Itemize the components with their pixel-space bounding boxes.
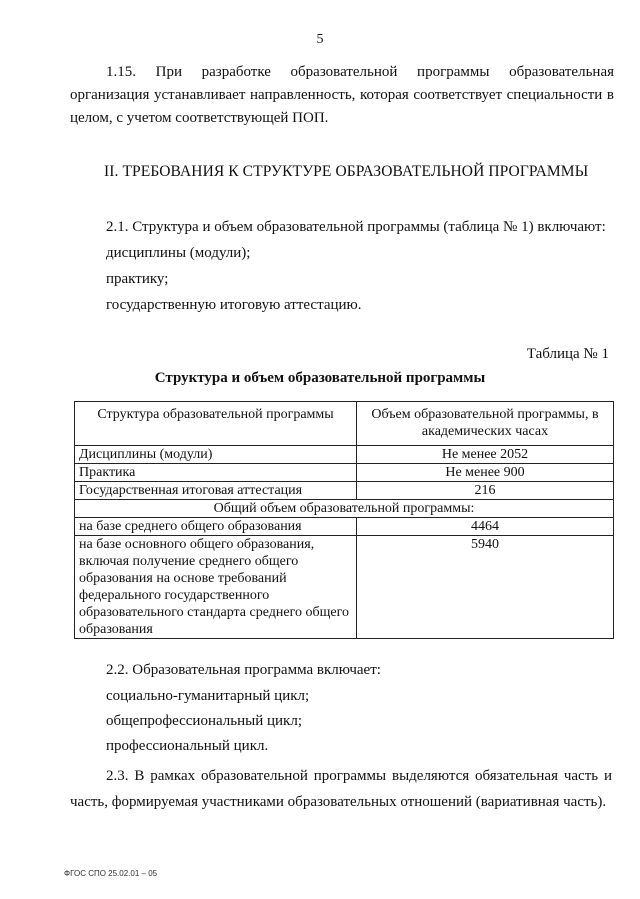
paragraph-1-15-text: 1.15. При разработке образовательной программы образовательная организация устанавливает направленность, которая соответствует специальности в целом, с учетом соответствующей ПОП. <box>70 64 614 126</box>
paragraph-2-3-text: 2.3. В рамках образовательной программы выделяются обязательная часть и часть, формируемая участниками образовательных отношений (вариативная часть). <box>70 768 612 810</box>
page-number: 5 <box>316 32 324 47</box>
table-title: Структура и объем образовательной программы <box>154 370 486 386</box>
table-row <box>75 464 614 482</box>
table-cell: на базе основного общего образования, включая получение среднего общего образования на основе требований федерального государственного образовательного стандарта среднего общего образования <box>75 536 357 639</box>
table-header-row <box>75 402 614 446</box>
table-cell: Дисциплины (модули) <box>75 446 357 464</box>
table-cell: Не менее 900 <box>357 464 614 482</box>
list-item: практику; <box>106 271 169 287</box>
list-item: дисциплины (модули); <box>106 245 251 261</box>
paragraph-2-1-intro: 2.1. Структура и объем образовательной программы (таблица № 1) включают: <box>106 219 606 235</box>
table-cell: на базе среднего общего образования <box>75 518 357 536</box>
list-item: общепрофессиональный цикл; <box>106 713 302 729</box>
list-item: государственную итоговую аттестацию. <box>106 297 362 313</box>
table-cell: 5940 <box>357 536 614 639</box>
table-cell: 4464 <box>357 518 614 536</box>
list-item: социально-гуманитарный цикл; <box>106 688 310 704</box>
section-heading: II. ТРЕБОВАНИЯ К СТРУКТУРЕ ОБРАЗОВАТЕЛЬНОЙ ПРОГРАММЫ <box>104 163 589 180</box>
table-cell: Практика <box>75 464 357 482</box>
table-header-cell: Объем образовательной программы, в академических часах <box>357 402 614 446</box>
table-row <box>75 518 614 536</box>
table-total-header-row <box>75 500 614 518</box>
list-item: профессиональный цикл. <box>106 738 269 754</box>
footer-doc-code: ФГОС СПО 25.02.01 – 05 <box>64 869 158 878</box>
table-header-cell: Структура образовательной программы <box>75 402 357 446</box>
table-row <box>75 536 614 639</box>
structure-table <box>74 401 614 639</box>
paragraph-2-2-intro: 2.2. Образовательная программа включает: <box>106 662 381 678</box>
table-row <box>75 446 614 464</box>
table-cell: 216 <box>357 482 614 500</box>
table-row <box>75 482 614 500</box>
table-caption: Таблица № 1 <box>526 346 609 362</box>
table-cell: Государственная итоговая аттестация <box>75 482 357 500</box>
table-cell: Общий объем образовательной программы: <box>75 500 614 518</box>
paragraph-1-15 <box>70 61 614 130</box>
table-cell: Не менее 2052 <box>357 446 614 464</box>
paragraph-2-3 <box>70 763 612 815</box>
